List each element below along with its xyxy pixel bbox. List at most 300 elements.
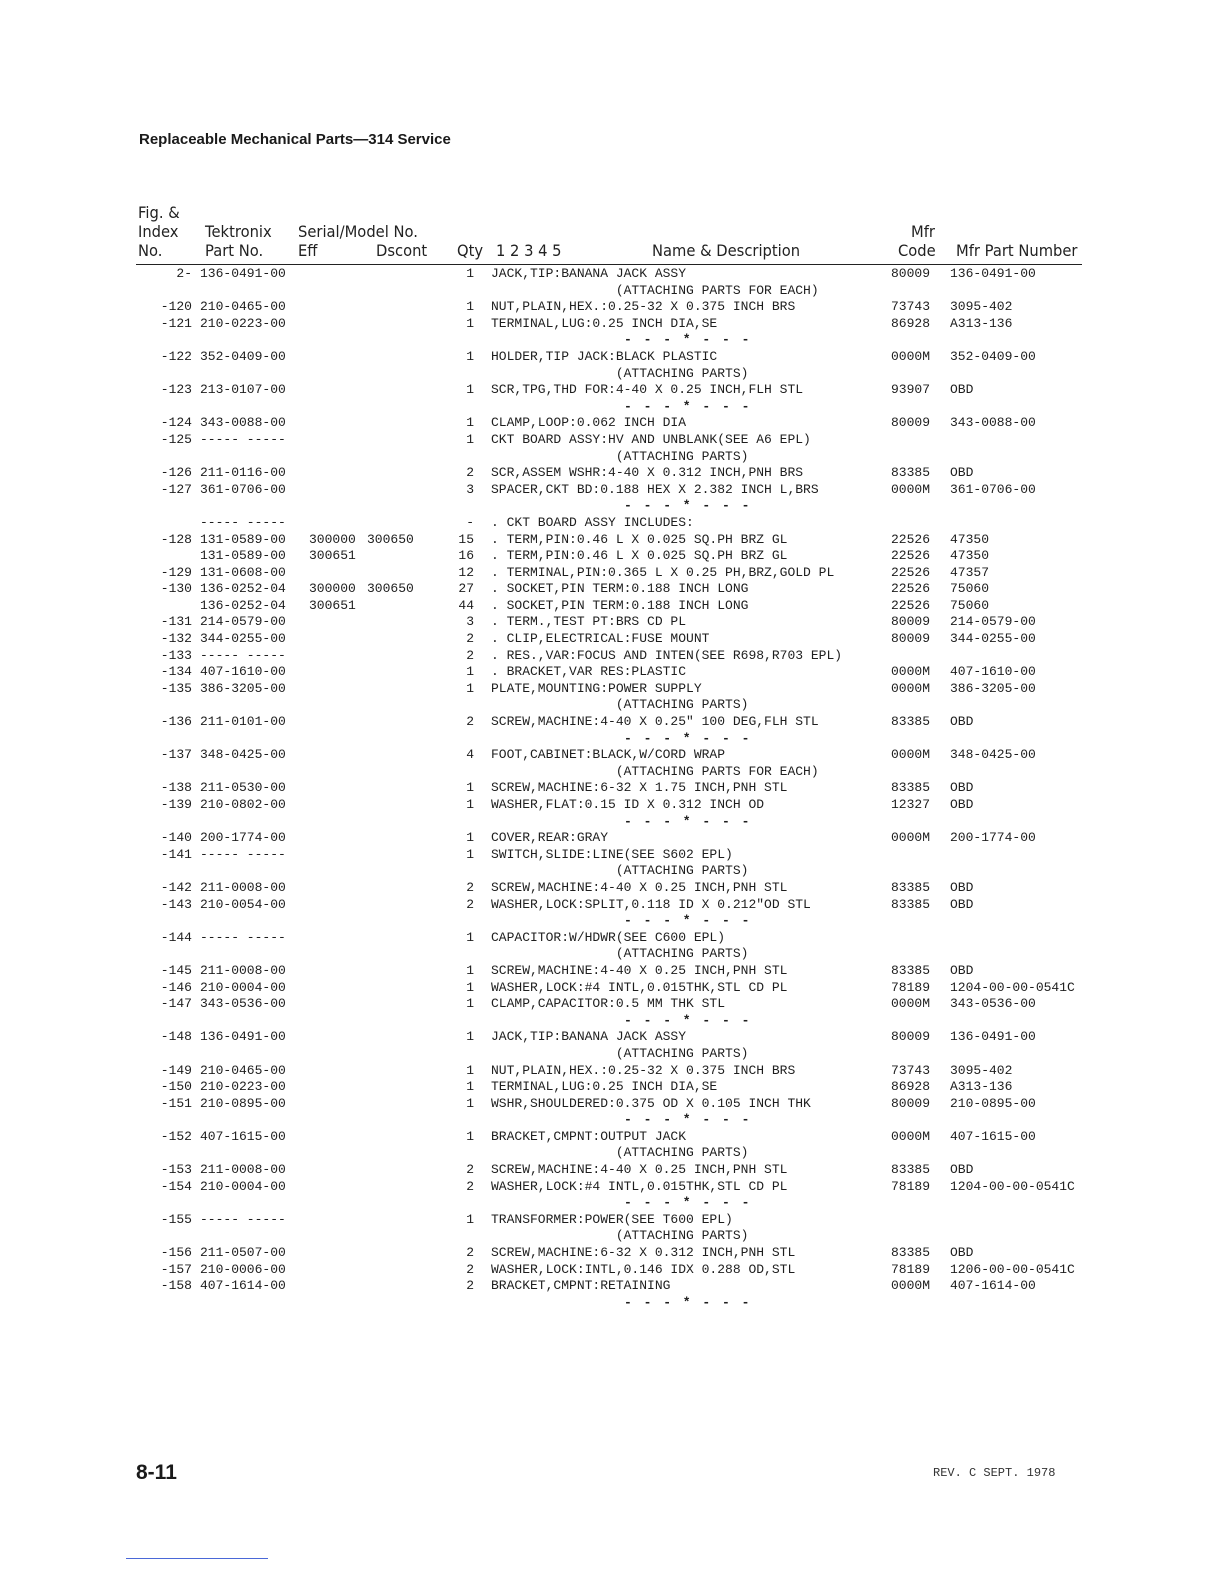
mfr-part-number: 3095-402	[950, 299, 1013, 315]
mfr-part-number: 386-3205-00	[950, 680, 1036, 696]
row-index: -128	[160, 531, 192, 547]
page-title: Replaceable Mechanical Parts—314 Service	[139, 131, 451, 148]
quantity: 1	[466, 929, 474, 945]
mfr-part-number: OBD	[950, 879, 974, 895]
description: COVER,REAR:GRAY	[491, 830, 609, 846]
row-index: -136	[160, 714, 192, 730]
mfr-part-number: OBD	[950, 780, 974, 796]
row-index: -142	[160, 879, 192, 895]
description: WASHER,LOCK:INTL,0.146 IDX 0.288 OD,STL	[491, 1261, 796, 1277]
quantity: 3	[466, 614, 474, 630]
description: (ATTACHING PARTS)	[491, 1228, 749, 1244]
mfr-code: 83385	[891, 879, 931, 895]
description: (ATTACHING PARTS)	[491, 1045, 749, 1061]
parts-table	[0, 266, 1224, 1311]
table-row	[0, 1063, 1224, 1080]
table-row	[0, 963, 1224, 980]
row-index: -146	[160, 979, 192, 995]
table-row	[0, 548, 1224, 565]
quantity: 1	[466, 797, 474, 812]
description: SCR,ASSEM WSHR:4-40 X 0.312 INCH,PNH BRS	[491, 465, 804, 481]
section-separator	[0, 498, 1224, 515]
table-row	[0, 1145, 1224, 1162]
part-number: 210-0465-00	[200, 299, 286, 315]
mfr-code: 83385	[891, 465, 931, 481]
table-row	[0, 366, 1224, 383]
mfr-part-number: 210-0895-00	[950, 1095, 1036, 1111]
part-number: 136-0491-00	[200, 1029, 286, 1045]
part-number: 343-0088-00	[200, 415, 286, 431]
mfr-code: 80009	[891, 266, 931, 281]
row-index: -148	[160, 1029, 192, 1045]
mfr-part-number: 1204-00-00-0541C	[950, 979, 1075, 995]
quantity: 1	[466, 1029, 474, 1045]
row-index: -143	[160, 896, 192, 912]
table-row	[0, 1212, 1224, 1229]
table-row	[0, 1228, 1224, 1245]
row-index: -137	[160, 747, 192, 763]
separator-mark: - - - * - - -	[624, 1195, 752, 1211]
mfr-code: 12327	[891, 797, 931, 812]
row-index: -149	[160, 1062, 192, 1078]
quantity: 1	[466, 1211, 474, 1227]
description: . BRACKET,VAR RES:PLASTIC	[491, 664, 687, 680]
quantity: 1	[466, 382, 474, 398]
quantity: 12	[458, 564, 474, 580]
table-row	[0, 880, 1224, 897]
section-separator	[0, 913, 1224, 930]
quantity: 15	[458, 531, 474, 547]
mfr-code: 83385	[891, 896, 931, 912]
row-index: -141	[160, 846, 192, 862]
mfr-code: 80009	[891, 415, 931, 431]
mfr-part-number: OBD	[950, 896, 974, 912]
mfr-part-number: 407-1610-00	[950, 664, 1036, 680]
table-row	[0, 714, 1224, 731]
table-row	[0, 1162, 1224, 1179]
mfr-code: 83385	[891, 1162, 931, 1178]
mfr-part-number: 75060	[950, 597, 990, 613]
description: PLATE,MOUNTING:POWER SUPPLY	[491, 680, 702, 696]
mfr-code: 0000M	[891, 1278, 931, 1294]
part-number: ----- -----	[200, 431, 286, 447]
section-separator	[0, 399, 1224, 416]
description: (ATTACHING PARTS)	[491, 697, 749, 713]
part-number: 210-0054-00	[200, 896, 286, 912]
description: WASHER,LOCK:SPLIT,0.118 ID X 0.212"OD STL	[491, 896, 811, 912]
description: . TERM,PIN:0.46 L X 0.025 SQ.PH BRZ GL	[491, 548, 788, 564]
description: JACK,TIP:BANANA JACK ASSY	[491, 266, 687, 281]
table-row	[0, 449, 1224, 466]
mfr-code: 22526	[891, 531, 931, 547]
description: SCR,TPG,THD FOR:4-40 X 0.25 INCH,FLH STL	[491, 382, 804, 398]
table-row	[0, 515, 1224, 532]
col-header-part-no: Part No.	[205, 241, 264, 260]
table-row	[0, 415, 1224, 432]
part-number: 136-0252-04	[200, 581, 286, 597]
quantity: 1	[466, 979, 474, 995]
description: (ATTACHING PARTS)	[491, 1145, 749, 1161]
mfr-code: 80009	[891, 614, 931, 630]
table-row	[0, 830, 1224, 847]
section-separator	[0, 731, 1224, 748]
row-index: 2-	[176, 266, 192, 281]
col-header-code: Code	[898, 241, 936, 260]
mfr-code: 80009	[891, 1029, 931, 1045]
part-number: ----- -----	[200, 846, 286, 862]
quantity: 1	[466, 664, 474, 680]
separator-mark: - - - * - - -	[624, 398, 752, 414]
part-number: 131-0608-00	[200, 564, 286, 580]
part-number: 210-0895-00	[200, 1095, 286, 1111]
separator-mark: - - - * - - -	[624, 332, 752, 348]
description: . SOCKET,PIN TERM:0.188 INCH LONG	[491, 581, 749, 597]
row-index: -147	[160, 996, 192, 1012]
table-row	[0, 266, 1224, 283]
mfr-code: 22526	[891, 564, 931, 580]
mfr-code: 0000M	[891, 747, 931, 763]
mfr-code: 0000M	[891, 680, 931, 696]
mfr-code: 83385	[891, 1245, 931, 1261]
part-number: 211-0530-00	[200, 780, 286, 796]
col-header-name-description: Name & Description	[652, 241, 801, 260]
quantity: 1	[466, 415, 474, 431]
table-row	[0, 565, 1224, 582]
mfr-part-number: 1206-00-00-0541C	[950, 1261, 1075, 1277]
row-index: -150	[160, 1079, 192, 1095]
part-number: 386-3205-00	[200, 680, 286, 696]
table-row	[0, 283, 1224, 300]
mfr-code: 86928	[891, 315, 931, 331]
row-index: -157	[160, 1261, 192, 1277]
part-number: 210-0004-00	[200, 979, 286, 995]
table-row	[0, 581, 1224, 598]
part-number: ----- -----	[200, 647, 286, 663]
quantity: 4	[466, 747, 474, 763]
quantity: 1	[466, 348, 474, 364]
bottom-divider	[126, 1558, 268, 1559]
description: . SOCKET,PIN TERM:0.188 INCH LONG	[491, 597, 749, 613]
mfr-code: 0000M	[891, 664, 931, 680]
quantity: 1	[466, 996, 474, 1012]
description: NUT,PLAIN,HEX.:0.25-32 X 0.375 INCH BRS	[491, 299, 796, 315]
mfr-part-number: OBD	[950, 1245, 974, 1261]
mfr-code: 0000M	[891, 996, 931, 1012]
quantity: 1	[466, 1095, 474, 1111]
part-number: 407-1610-00	[200, 664, 286, 680]
row-index: -127	[160, 481, 192, 497]
col-header-tektronix: Tektronix	[205, 222, 272, 241]
table-row	[0, 648, 1224, 665]
part-number: 211-0008-00	[200, 1162, 286, 1178]
description: SCREW,MACHINE:4-40 X 0.25 INCH,PNH STL	[491, 1162, 788, 1178]
mfr-code: 83385	[891, 962, 931, 978]
description: CLAMP,LOOP:0.062 INCH DIA	[491, 415, 687, 431]
table-row	[0, 299, 1224, 316]
description: (ATTACHING PARTS FOR EACH)	[491, 282, 819, 298]
description: TERMINAL,LUG:0.25 INCH DIA,SE	[491, 1079, 718, 1095]
mfr-part-number: 3095-402	[950, 1062, 1013, 1078]
table-row	[0, 465, 1224, 482]
table-row	[0, 382, 1224, 399]
separator-mark: - - - * - - -	[624, 913, 752, 929]
description: SCREW,MACHINE:4-40 X 0.25 INCH,PNH STL	[491, 879, 788, 895]
section-separator	[0, 1295, 1224, 1312]
mfr-part-number: 361-0706-00	[950, 481, 1036, 497]
mfr-part-number: OBD	[950, 962, 974, 978]
part-number: 211-0008-00	[200, 962, 286, 978]
row-index: -125	[160, 431, 192, 447]
serial-dscont: 300650	[367, 531, 414, 547]
description: WASHER,LOCK:#4 INTL,0.015THK,STL CD PL	[491, 1178, 788, 1194]
section-separator	[0, 332, 1224, 349]
description: SWITCH,SLIDE:LINE(SEE S602 EPL)	[491, 846, 733, 862]
mfr-code: 22526	[891, 581, 931, 597]
row-index: -151	[160, 1095, 192, 1111]
mfr-part-number: 344-0255-00	[950, 631, 1036, 647]
table-row	[0, 349, 1224, 366]
row-index: -139	[160, 797, 192, 812]
row-index: -130	[160, 581, 192, 597]
description: JACK,TIP:BANANA JACK ASSY	[491, 1029, 687, 1045]
description: . TERM,PIN:0.46 L X 0.025 SQ.PH BRZ GL	[491, 531, 788, 547]
description: CLAMP,CAPACITOR:0.5 MM THK STL	[491, 996, 726, 1012]
part-number: 136-0491-00	[200, 266, 286, 281]
row-index: -138	[160, 780, 192, 796]
mfr-code: 73743	[891, 299, 931, 315]
quantity: 2	[466, 1278, 474, 1294]
mfr-part-number: 47357	[950, 564, 990, 580]
serial-eff: 300000	[309, 531, 356, 547]
row-index: -121	[160, 315, 192, 331]
part-number: 131-0589-00	[200, 531, 286, 547]
quantity: 2	[466, 465, 474, 481]
mfr-part-number: 407-1614-00	[950, 1278, 1036, 1294]
col-header-indent: 1 2 3 4 5	[496, 241, 562, 260]
quantity: 2	[466, 1162, 474, 1178]
table-row	[0, 1096, 1224, 1113]
header-rule	[136, 264, 1082, 265]
description: . CLIP,ELECTRICAL:FUSE MOUNT	[491, 631, 710, 647]
mfr-code: 78189	[891, 1261, 931, 1277]
table-row	[0, 1262, 1224, 1279]
mfr-part-number: OBD	[950, 382, 974, 398]
part-number: 343-0536-00	[200, 996, 286, 1012]
description: (ATTACHING PARTS)	[491, 448, 749, 464]
separator-mark: - - - * - - -	[624, 1112, 752, 1128]
row-index: -156	[160, 1245, 192, 1261]
mfr-code: 80009	[891, 1095, 931, 1111]
table-row	[0, 780, 1224, 797]
mfr-part-number: 136-0491-00	[950, 266, 1036, 281]
quantity: 1	[466, 1128, 474, 1144]
part-number: 214-0579-00	[200, 614, 286, 630]
part-number: 361-0706-00	[200, 481, 286, 497]
description: FOOT,CABINET:BLACK,W/CORD WRAP	[491, 747, 726, 763]
quantity: 16	[458, 548, 474, 564]
part-number: 211-0101-00	[200, 714, 286, 730]
row-index: -122	[160, 348, 192, 364]
description: BRACKET,CMPNT:OUTPUT JACK	[491, 1128, 687, 1144]
row-index: -145	[160, 962, 192, 978]
description: . RES.,VAR:FOCUS AND INTEN(SEE R698,R703 EPL)	[491, 647, 843, 663]
quantity: 1	[466, 1079, 474, 1095]
row-index: -129	[160, 564, 192, 580]
description: CKT BOARD ASSY:HV AND UNBLANK(SEE A6 EPL)	[491, 431, 811, 447]
row-index: -158	[160, 1278, 192, 1294]
part-number: 210-0802-00	[200, 797, 286, 812]
part-number: 210-0223-00	[200, 315, 286, 331]
quantity: 2	[466, 879, 474, 895]
serial-dscont: 300650	[367, 581, 414, 597]
mfr-code: 93907	[891, 382, 931, 398]
description: SCREW,MACHINE:4-40 X 0.25 INCH,PNH STL	[491, 962, 788, 978]
mfr-code: 83385	[891, 714, 931, 730]
table-row	[0, 897, 1224, 914]
row-index: -155	[160, 1211, 192, 1227]
mfr-code: 22526	[891, 548, 931, 564]
table-row	[0, 631, 1224, 648]
separator-mark: - - - * - - -	[624, 813, 752, 829]
part-number: 131-0589-00	[200, 548, 286, 564]
description: (ATTACHING PARTS FOR EACH)	[491, 763, 819, 779]
table-row	[0, 980, 1224, 997]
section-separator	[0, 814, 1224, 831]
quantity: 2	[466, 631, 474, 647]
col-header-mfr: Mfr	[911, 222, 935, 241]
mfr-part-number: 348-0425-00	[950, 747, 1036, 763]
quantity: 1	[466, 680, 474, 696]
serial-eff: 300000	[309, 581, 356, 597]
description: . TERM.,TEST PT:BRS CD PL	[491, 614, 687, 630]
table-row	[0, 764, 1224, 781]
description: WSHR,SHOULDERED:0.375 OD X 0.105 INCH THK	[491, 1095, 811, 1111]
row-index: -120	[160, 299, 192, 315]
description: SPACER,CKT BD:0.188 HEX X 2.382 INCH L,BRS	[491, 481, 819, 497]
description: . CKT BOARD ASSY INCLUDES:	[491, 514, 694, 530]
table-row	[0, 1029, 1224, 1046]
quantity: 3	[466, 481, 474, 497]
part-number: ----- -----	[200, 929, 286, 945]
part-number: 407-1614-00	[200, 1278, 286, 1294]
section-separator	[0, 1013, 1224, 1030]
table-row	[0, 681, 1224, 698]
mfr-code: 22526	[891, 597, 931, 613]
mfr-part-number: 214-0579-00	[950, 614, 1036, 630]
part-number: 211-0008-00	[200, 879, 286, 895]
part-number: 213-0107-00	[200, 382, 286, 398]
table-row	[0, 797, 1224, 814]
table-row	[0, 930, 1224, 947]
part-number: 210-0006-00	[200, 1261, 286, 1277]
part-number: ----- -----	[200, 1211, 286, 1227]
col-header-mfr-part-number: Mfr Part Number	[956, 241, 1078, 260]
serial-eff: 300651	[309, 548, 356, 564]
col-header-eff: Eff	[298, 241, 318, 260]
table-row	[0, 946, 1224, 963]
quantity: 2	[466, 714, 474, 730]
mfr-code: 86928	[891, 1079, 931, 1095]
row-index: -131	[160, 614, 192, 630]
part-number: 136-0252-04	[200, 597, 286, 613]
row-index: -152	[160, 1128, 192, 1144]
quantity: -	[466, 514, 474, 530]
description: TRANSFORMER:POWER(SEE T600 EPL)	[491, 1211, 733, 1227]
col-header-index: Index	[138, 222, 179, 241]
row-index: -134	[160, 664, 192, 680]
row-index: -135	[160, 680, 192, 696]
col-header-no: No.	[138, 241, 163, 260]
col-header-fig: Fig. &	[138, 203, 180, 222]
table-row	[0, 1278, 1224, 1295]
table-row	[0, 1179, 1224, 1196]
mfr-part-number: OBD	[950, 797, 974, 812]
mfr-part-number: OBD	[950, 1162, 974, 1178]
table-row	[0, 1046, 1224, 1063]
table-row	[0, 996, 1224, 1013]
col-header-dscont: Dscont	[376, 241, 428, 260]
mfr-code: 78189	[891, 979, 931, 995]
table-row	[0, 664, 1224, 681]
quantity: 1	[466, 780, 474, 796]
description: BRACKET,CMPNT:RETAINING	[491, 1278, 671, 1294]
mfr-code: 0000M	[891, 348, 931, 364]
part-number: 407-1615-00	[200, 1128, 286, 1144]
row-index: -124	[160, 415, 192, 431]
mfr-part-number: 343-0536-00	[950, 996, 1036, 1012]
row-index: -140	[160, 830, 192, 846]
mfr-code: 78189	[891, 1178, 931, 1194]
col-header-serial-model: Serial/Model No.	[298, 222, 418, 241]
quantity: 1	[466, 299, 474, 315]
quantity: 1	[466, 266, 474, 281]
col-header-qty: Qty	[457, 241, 484, 260]
serial-eff: 300651	[309, 597, 356, 613]
quantity: 1	[466, 830, 474, 846]
description: SCREW,MACHINE:6-32 X 0.312 INCH,PNH STL	[491, 1245, 796, 1261]
description: NUT,PLAIN,HEX.:0.25-32 X 0.375 INCH BRS	[491, 1062, 796, 1078]
row-index: -132	[160, 631, 192, 647]
mfr-part-number: 200-1774-00	[950, 830, 1036, 846]
mfr-part-number: 407-1615-00	[950, 1128, 1036, 1144]
table-row	[0, 697, 1224, 714]
description: (ATTACHING PARTS)	[491, 946, 749, 962]
revision-date: REV. C SEPT. 1978	[933, 1466, 1056, 1480]
part-number: 344-0255-00	[200, 631, 286, 647]
part-number: 210-0223-00	[200, 1079, 286, 1095]
page-number: 8-11	[136, 1461, 177, 1484]
separator-mark: - - - * - - -	[624, 1012, 752, 1028]
quantity: 1	[466, 962, 474, 978]
mfr-code: 0000M	[891, 481, 931, 497]
mfr-part-number: OBD	[950, 714, 974, 730]
row-index: -153	[160, 1162, 192, 1178]
quantity: 2	[466, 1178, 474, 1194]
row-index: -133	[160, 647, 192, 663]
quantity: 44	[458, 597, 474, 613]
part-number: 200-1774-00	[200, 830, 286, 846]
separator-mark: - - - * - - -	[624, 730, 752, 746]
mfr-code: 0000M	[891, 830, 931, 846]
description: (ATTACHING PARTS)	[491, 365, 749, 381]
table-row	[0, 847, 1224, 864]
table-row	[0, 598, 1224, 615]
table-row	[0, 1245, 1224, 1262]
mfr-part-number: A313-136	[950, 1079, 1013, 1095]
description: SCREW,MACHINE:4-40 X 0.25" 100 DEG,FLH STL	[491, 714, 819, 730]
table-row	[0, 316, 1224, 333]
mfr-part-number: 1204-00-00-0541C	[950, 1178, 1075, 1194]
